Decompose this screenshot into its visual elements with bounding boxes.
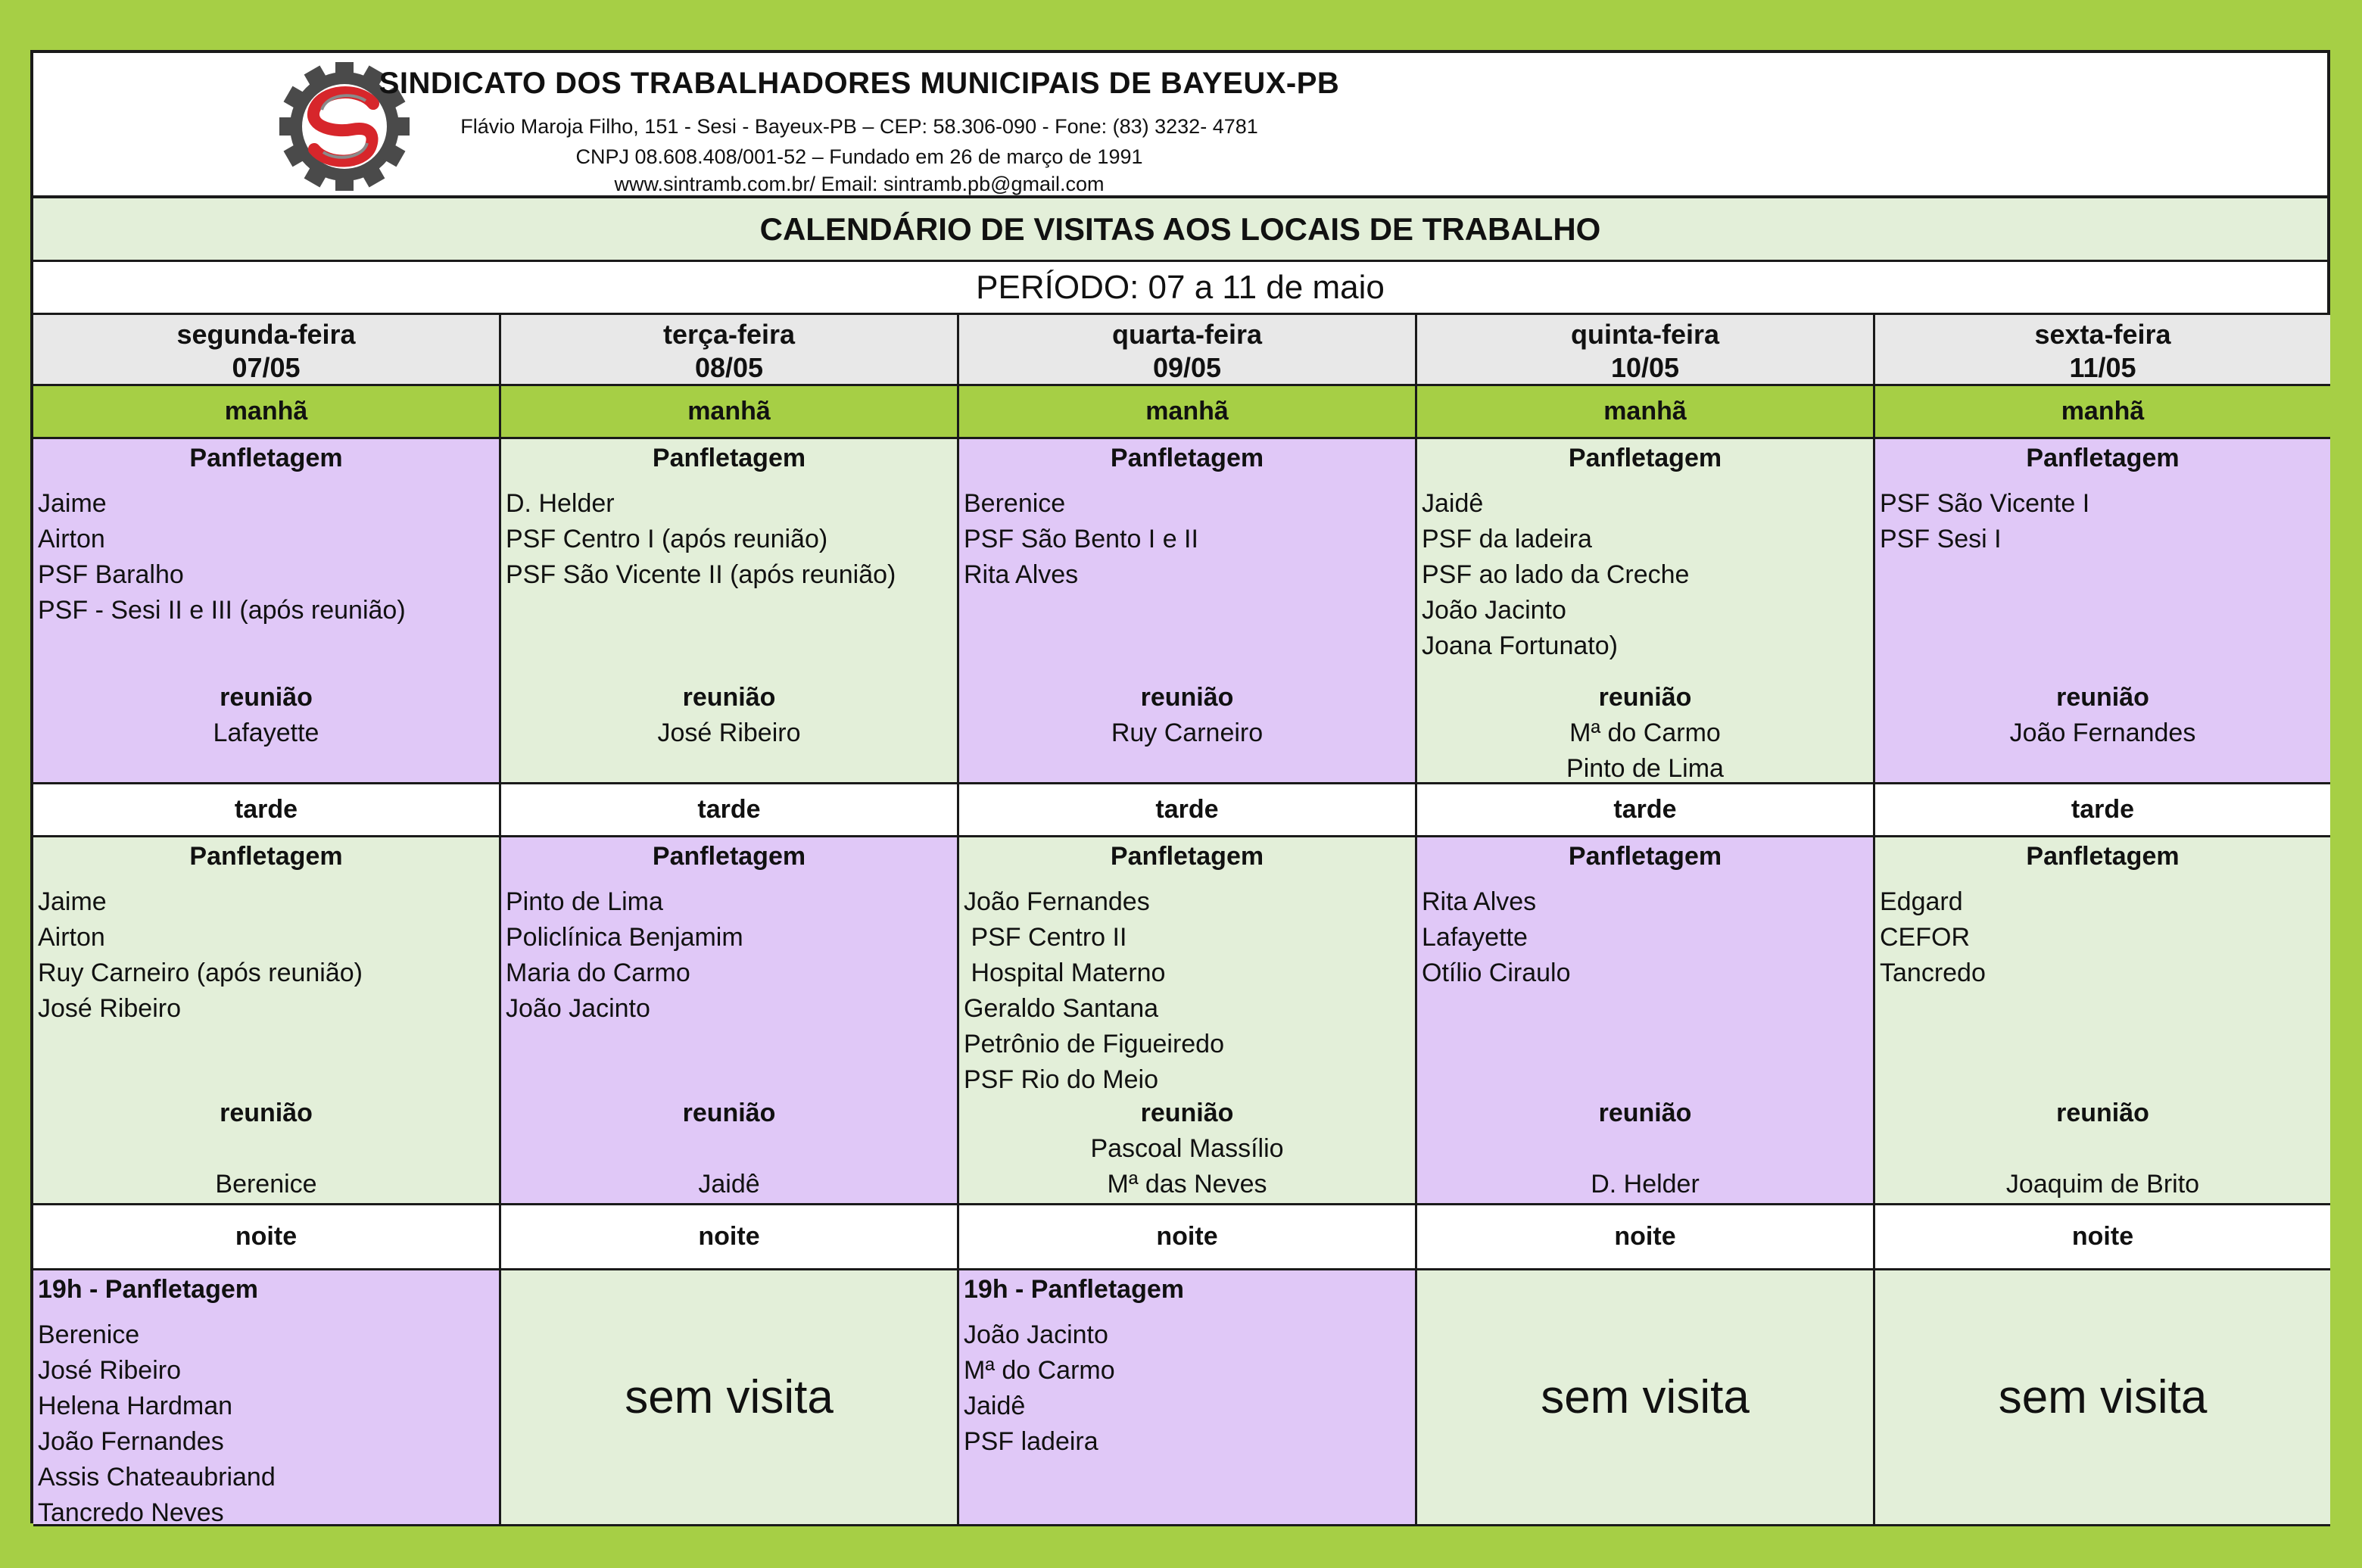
visit-item: Airton xyxy=(38,525,105,553)
activity-title: 19h - Panfletagem xyxy=(964,1275,1184,1304)
manha-schedule-cell xyxy=(1875,439,2330,784)
meeting-name: Joaquim de Brito xyxy=(2005,1170,2200,1199)
row-noite xyxy=(33,1270,2327,1526)
org-cnpj: CNPJ 08.608.408/001-52 – Fundado em 26 de março de 1991 xyxy=(575,145,1143,168)
no-visit-label: sem visita xyxy=(625,1371,834,1423)
visit-item: Tancredo Neves xyxy=(38,1498,224,1527)
row-manha-label xyxy=(33,386,2327,439)
visit-list xyxy=(33,1317,499,1531)
visit-item: PSF São Vicente I xyxy=(1880,489,2090,518)
visit-list xyxy=(501,884,957,1027)
period-label-manha: manhã xyxy=(1417,386,1875,439)
period-label-tarde: tarde xyxy=(1875,784,2330,837)
visit-item: João Fernandes xyxy=(38,1427,224,1456)
row-tarde xyxy=(33,837,2327,1205)
visit-item: João Jacinto xyxy=(1422,596,1566,625)
activity-title: Panfletagem xyxy=(2026,842,2180,871)
day-header xyxy=(33,315,501,386)
row-days xyxy=(33,315,2327,386)
activity-title: Panfletagem xyxy=(189,444,343,472)
day-name: terça-feira xyxy=(662,319,796,350)
meeting-block xyxy=(1875,1096,2330,1202)
meeting-name: João Fernandes xyxy=(2009,719,2196,747)
meeting-block xyxy=(501,1096,957,1202)
day-header xyxy=(1417,315,1875,386)
period-label-noite: noite xyxy=(33,1205,501,1270)
meeting-name: Pascoal Massílio xyxy=(1090,1134,1284,1163)
visit-item: Helena Hardman xyxy=(38,1392,233,1420)
row-noite-label xyxy=(33,1205,2327,1270)
visit-list xyxy=(959,1317,1415,1460)
visit-item: Pinto de Lima xyxy=(506,887,663,916)
visit-list xyxy=(1417,884,1873,991)
visit-item: PSF Centro II xyxy=(964,923,1127,952)
visit-item: Berenice xyxy=(38,1320,140,1349)
meeting-name: Mª das Neves xyxy=(1107,1170,1267,1199)
visit-item: PSF ao lado da Creche xyxy=(1422,560,1690,589)
meeting-label: reunião xyxy=(1140,683,1234,712)
visit-item: Rita Alves xyxy=(1422,887,1537,916)
visit-item: Petrônio de Figueiredo xyxy=(964,1030,1225,1058)
manha-schedule-cell xyxy=(1417,439,1875,784)
activity-title: Panfletagem xyxy=(1568,842,1722,871)
meeting-block xyxy=(501,680,957,751)
meeting-name: Jaidê xyxy=(698,1170,760,1199)
visit-list xyxy=(501,486,957,593)
visit-list xyxy=(959,486,1415,593)
visit-item: PSF São Bento I e II xyxy=(964,525,1198,553)
period-label-tarde: tarde xyxy=(959,784,1417,837)
period-label-noite: noite xyxy=(959,1205,1417,1270)
tarde-schedule-cell xyxy=(1417,837,1875,1205)
day-date: 08/05 xyxy=(694,352,764,383)
visit-item: João Jacinto xyxy=(964,1320,1108,1349)
visit-item: Tancredo xyxy=(1880,959,1986,987)
tarde-schedule-cell xyxy=(1875,837,2330,1205)
period-label-manha: manhã xyxy=(1875,386,2330,439)
manha-schedule-cell xyxy=(959,439,1417,784)
meeting-label: reunião xyxy=(1598,683,1692,712)
visit-item: Jaidê xyxy=(1422,489,1484,518)
visit-item: José Ribeiro xyxy=(38,994,181,1023)
visit-item: Ruy Carneiro (após reunião) xyxy=(38,959,363,987)
row-manha xyxy=(33,439,2327,784)
meeting-label: reunião xyxy=(2056,1099,2149,1127)
visit-list xyxy=(33,486,499,628)
visit-item: PSF - Sesi II e III (após reunião) xyxy=(38,596,406,625)
activity-title: Panfletagem xyxy=(189,842,343,871)
calendar-period: PERÍODO: 07 a 11 de maio xyxy=(33,262,2327,315)
visit-item: PSF ladeira xyxy=(964,1427,1098,1456)
activity-title: Panfletagem xyxy=(2026,444,2180,472)
visit-item: Jaime xyxy=(38,489,107,518)
day-date: 10/05 xyxy=(1610,352,1680,383)
period-label-noite: noite xyxy=(1417,1205,1875,1270)
calendar-sheet xyxy=(30,50,2330,1527)
meeting-name: Mª do Carmo xyxy=(1569,719,1721,747)
manha-schedule-cell xyxy=(33,439,501,784)
visit-item: Hospital Materno xyxy=(964,959,1166,987)
meeting-label: reunião xyxy=(682,1099,776,1127)
visit-item: Mª do Carmo xyxy=(964,1356,1115,1385)
meeting-label: reunião xyxy=(1598,1099,1692,1127)
meeting-label: reunião xyxy=(220,1099,313,1127)
meeting-block xyxy=(33,1096,499,1202)
visit-item: Airton xyxy=(38,923,105,952)
day-name: quarta-feira xyxy=(1111,319,1263,350)
manha-schedule-cell xyxy=(501,439,959,784)
org-header xyxy=(33,53,2327,198)
day-name: quinta-feira xyxy=(1570,319,1719,350)
meeting-block xyxy=(959,1096,1415,1202)
noite-schedule-cell xyxy=(1417,1270,1875,1526)
visit-item: Rita Alves xyxy=(964,560,1079,589)
meeting-name: Pinto de Lima xyxy=(1566,754,1724,783)
visit-item: Joana Fortunato) xyxy=(1422,631,1618,660)
org-web: www.sintramb.com.br/ Email: sintramb.pb@gmail.com xyxy=(614,173,1105,195)
visit-item: Maria do Carmo xyxy=(506,959,690,987)
day-date: 07/05 xyxy=(232,352,301,383)
meeting-label: reunião xyxy=(2056,683,2149,712)
meeting-name: José Ribeiro xyxy=(657,719,801,747)
day-date: 09/05 xyxy=(1152,352,1222,383)
tarde-schedule-cell xyxy=(959,837,1417,1205)
no-visit-label: sem visita xyxy=(1541,1371,1750,1423)
visit-list xyxy=(959,884,1415,1098)
meeting-name: Lafayette xyxy=(213,719,319,747)
meeting-label: reunião xyxy=(1140,1099,1234,1127)
meeting-name xyxy=(1875,1131,2330,1167)
visit-item: Otílio Ciraulo xyxy=(1422,959,1571,987)
visit-item: José Ribeiro xyxy=(38,1356,181,1385)
visit-item: João Fernandes xyxy=(964,887,1150,916)
noite-schedule-cell xyxy=(1875,1270,2330,1526)
day-header xyxy=(1875,315,2330,386)
visit-item: D. Helder xyxy=(506,489,615,518)
meeting-name: Berenice xyxy=(215,1170,317,1199)
period-label-tarde: tarde xyxy=(33,784,501,837)
visit-item: PSF Centro I (após reunião) xyxy=(506,525,828,553)
day-header xyxy=(501,315,959,386)
meeting-name xyxy=(1417,1131,1873,1167)
tarde-schedule-cell xyxy=(501,837,959,1205)
period-label-manha: manhã xyxy=(959,386,1417,439)
visit-list xyxy=(1875,884,2330,991)
noite-schedule-cell xyxy=(501,1270,959,1526)
visit-item: CEFOR xyxy=(1880,923,1970,952)
period-label-tarde: tarde xyxy=(1417,784,1875,837)
visit-item: Geraldo Santana xyxy=(964,994,1159,1023)
day-date: 11/05 xyxy=(2069,352,2136,383)
activity-title: Panfletagem xyxy=(1110,444,1264,472)
visit-item: Policlínica Benjamim xyxy=(506,923,743,952)
visit-item: Berenice xyxy=(964,489,1066,518)
visit-item: PSF Baralho xyxy=(38,560,184,589)
activity-title: Panfletagem xyxy=(652,444,806,472)
visit-item: Assis Chateaubriand xyxy=(38,1463,276,1492)
visit-item: PSF da ladeira xyxy=(1422,525,1592,553)
meeting-block xyxy=(959,680,1415,751)
visit-item: João Jacinto xyxy=(506,994,650,1023)
activity-title: 19h - Panfletagem xyxy=(38,1275,258,1304)
tarde-schedule-cell xyxy=(33,837,501,1205)
meeting-block xyxy=(1417,680,1873,787)
visit-item: Edgard xyxy=(1880,887,1963,916)
day-name: sexta-feira xyxy=(2034,319,2171,350)
noite-schedule-cell xyxy=(959,1270,1417,1526)
period-label-tarde: tarde xyxy=(501,784,959,837)
visit-item: Lafayette xyxy=(1422,923,1528,952)
meeting-name xyxy=(33,1131,499,1167)
meeting-name: D. Helder xyxy=(1591,1170,1700,1199)
noite-schedule-cell xyxy=(33,1270,501,1526)
visit-item: Jaidê xyxy=(964,1392,1026,1420)
period-label-manha: manhã xyxy=(501,386,959,439)
no-visit-label: sem visita xyxy=(1998,1371,2208,1423)
visit-item: PSF Rio do Meio xyxy=(964,1065,1158,1094)
org-address: Flávio Maroja Filho, 151 - Sesi - Bayeux-PB – CEP: 58.306-090 - Fone: (83) 3232- 4781 xyxy=(460,115,1258,138)
meeting-block xyxy=(1875,680,2330,751)
org-name: SINDICATO DOS TRABALHADORES MUNICIPAIS DE BAYEUX-PB xyxy=(379,67,1340,100)
meeting-block xyxy=(1417,1096,1873,1202)
activity-title: Panfletagem xyxy=(1110,842,1264,871)
calendar-title: CALENDÁRIO DE VISITAS AOS LOCAIS DE TRABALHO xyxy=(33,198,2327,262)
activity-title: Panfletagem xyxy=(1568,444,1722,472)
visit-item: Jaime xyxy=(38,887,107,916)
period-label-noite: noite xyxy=(1875,1205,2330,1270)
visit-list xyxy=(1875,486,2330,557)
meeting-name xyxy=(501,1131,957,1167)
meeting-name: Ruy Carneiro xyxy=(1111,719,1264,747)
visit-list xyxy=(1417,486,1873,664)
meeting-label: reunião xyxy=(220,683,313,712)
activity-title: Panfletagem xyxy=(652,842,806,871)
day-header xyxy=(959,315,1417,386)
meeting-label: reunião xyxy=(682,683,776,712)
period-label-noite: noite xyxy=(501,1205,959,1270)
day-name: segunda-feira xyxy=(176,319,356,350)
visit-item: PSF São Vicente II (após reunião) xyxy=(506,560,896,589)
row-tarde-label xyxy=(33,784,2327,837)
visit-list xyxy=(33,884,499,1027)
period-label-manha: manhã xyxy=(33,386,501,439)
meeting-block xyxy=(33,680,499,751)
visit-item: PSF Sesi I xyxy=(1880,525,2002,553)
